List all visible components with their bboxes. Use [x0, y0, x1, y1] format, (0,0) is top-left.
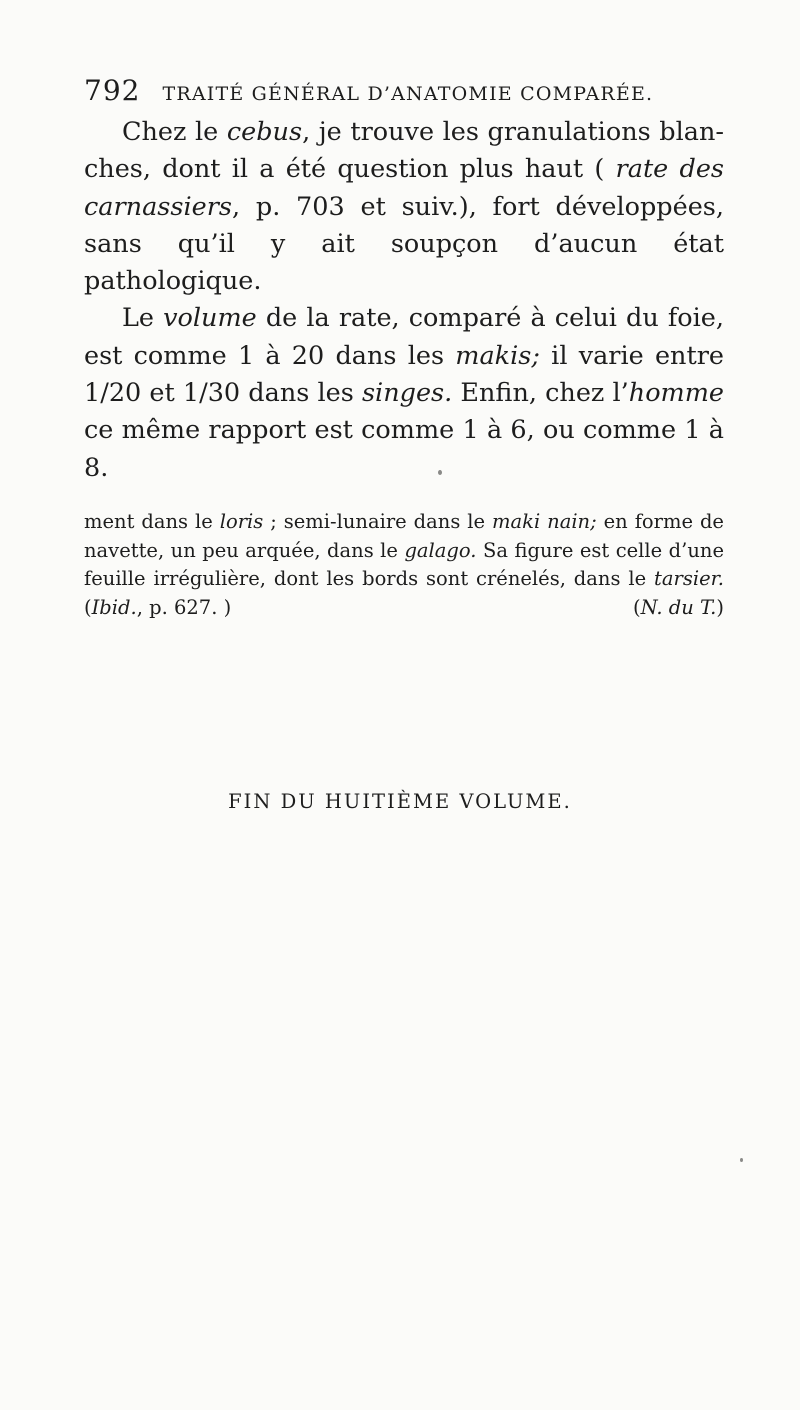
text-run: ) — [716, 595, 724, 619]
text-run: , p. 627. ) — [136, 595, 232, 619]
text-run: ment dans le — [84, 510, 220, 533]
italic-term: galago. — [404, 538, 477, 562]
italic-term: Ibid. — [91, 595, 137, 619]
main-text — [84, 114, 724, 487]
italic-term: loris — [219, 510, 264, 533]
ink-speck — [740, 1158, 743, 1162]
text-run: ( — [632, 595, 641, 619]
paragraph-cebus — [84, 114, 724, 300]
italic-term: homme — [628, 378, 724, 409]
text-run: en forme de navette, un peu arquée, dans le — [84, 510, 724, 562]
text-run: ; semi-lunaire dans le — [263, 510, 493, 533]
italic-term: singes. — [361, 378, 453, 409]
text-run: il varie entre 1/20 et 1/30 dans les — [84, 340, 725, 409]
italic-term: N. du T. — [640, 595, 717, 619]
text-run: Sa figure est celle d’une feuille irrégulière, dont les bords sont crénelés, dans le — [84, 538, 724, 590]
text-run: , je trouve les granulations blan-ches, dont il a été question plus haut ( — [84, 117, 724, 185]
text-run: Enfin, chez l’ — [452, 378, 629, 409]
italic-term: volume — [163, 303, 257, 334]
text-run: ( — [84, 595, 92, 619]
text-run: Chez le — [122, 117, 227, 147]
text-run: Le — [122, 303, 164, 334]
italic-term: makis; — [455, 340, 540, 371]
ink-speck — [438, 470, 442, 475]
page-header — [84, 74, 724, 107]
paragraph-volume — [84, 300, 724, 486]
text-run: , p. 703 et suiv.), fort développées, sans qu’il y ait soupçon d’aucun état pathologique. — [84, 191, 724, 297]
italic-term: maki nain; — [492, 510, 597, 533]
text-run: de la rate, comparé à celui du foie, est comme 1 à 20 dans les — [84, 303, 724, 371]
translator-note-attribution — [633, 594, 724, 623]
running-title: TRAITÉ GÉNÉRAL D’ANATOMIE COMPARÉE. — [162, 83, 654, 105]
italic-term: cebus — [226, 117, 303, 147]
italic-term: rate des carnassiers — [84, 154, 724, 222]
text-run: ce même rapport est comme 1 à 6, ou comme 1 à 8. — [84, 415, 724, 483]
italic-term: tarsier. — [654, 567, 724, 590]
footnote — [84, 508, 724, 622]
page-number: 792 — [84, 74, 141, 107]
end-of-volume-line: FIN DU HUITIÈME VOLUME. — [228, 790, 572, 813]
